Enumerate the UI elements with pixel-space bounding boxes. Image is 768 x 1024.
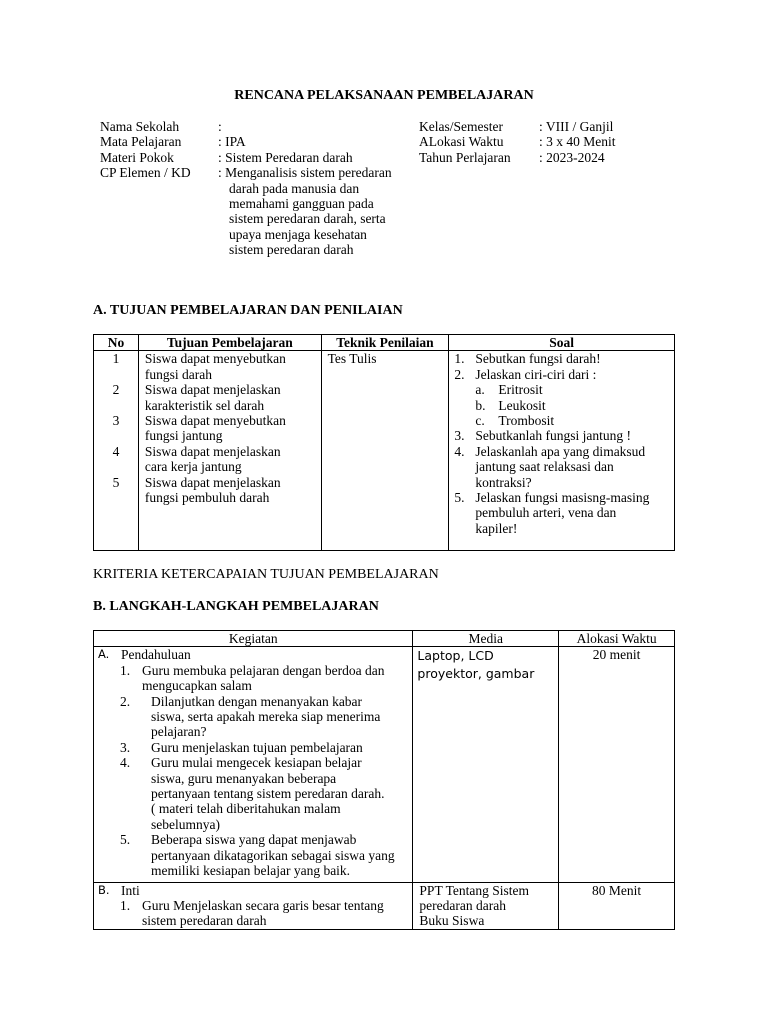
pendahuluan-step-2: 2. Dilanjutkan dengan menanyakan kabar siswa, serta apakah mereka siap menerima pelajaran? (120, 693, 381, 740)
row-number: 3 (112, 413, 120, 428)
question-4: 4. Jelaskanlah apa yang dimaksud jantung saat relaksasi dan kontraksi? (454, 443, 646, 490)
objectives-table (93, 334, 675, 551)
cell-inti-time: 80 Menit (559, 882, 675, 929)
cell-numbers (94, 351, 139, 551)
steps-table (93, 630, 675, 930)
cell-pendahuluan (94, 647, 413, 882)
pendahuluan-step-5: 5. Beberapa siswa yang dapat menjawab pertanyaan dikatagorikan sebagai siswa yang memiliki kesiapan belajar yang baik. (120, 832, 395, 879)
value-cp-cont-4: upaya menjaga kesehatan (229, 226, 367, 242)
media-line: PPT Tentang Sistem (419, 882, 529, 898)
question-2-sub-a: a. Eritrosit (475, 382, 543, 398)
section-b-heading: B. LANGKAH-LANGKAH PEMBELAJARAN (93, 599, 379, 614)
col-header-teknik: Teknik Penilaian (321, 335, 449, 351)
label-kelas-semester: Kelas/Semester (419, 119, 503, 134)
question-2-sub-c: c. Trombosit (475, 413, 555, 429)
cell-inti-media (413, 882, 559, 929)
value-alokasi-waktu: : 3 x 40 Menit (539, 134, 616, 150)
media-line: Buku Siswa (419, 913, 485, 929)
value-cp-cont-1: darah pada manusia dan (229, 180, 360, 196)
col-header-no: No (94, 335, 139, 351)
info-right-labels (419, 119, 511, 165)
criteria-heading: KRITERIA KETERCAPAIAN TUJUAN PEMBELAJARAN (93, 567, 439, 582)
value-kelas-semester: : VIII / Ganjil (539, 119, 614, 134)
info-right-values (539, 119, 616, 165)
value-cp-cont-5: sistem peredaran darah (229, 242, 354, 258)
value-tahun-pelajaran: : 2023-2024 (539, 149, 605, 165)
col-header-kegiatan: Kegiatan (94, 631, 413, 647)
question-1: 1. Sebutkan fungsi darah! (454, 351, 601, 367)
label-mata-pelajaran: Mata Pelajaran (100, 134, 182, 150)
objective-4: Siswa dapat menjelaskan cara kerja jantung (144, 443, 281, 475)
cell-technique: Tes Tulis (321, 351, 449, 551)
row-number: 1 (112, 351, 120, 367)
info-left-values (218, 119, 392, 258)
col-header-soal: Soal (449, 335, 675, 351)
media-line: Laptop, LCD (417, 648, 494, 664)
section-a-heading: A. TUJUAN PEMBELAJARAN DAN PENILAIAN (93, 303, 403, 318)
document-title: RENCANA PELAKSANAAN PEMBELAJARAN (234, 88, 534, 103)
value-materi-pokok: : Sistem Peredaran darah (218, 149, 353, 165)
col-header-alokasi: Alokasi Waktu (559, 631, 675, 647)
row-number: 2 (112, 382, 120, 398)
pendahuluan-title: A. Pendahuluan (98, 647, 191, 663)
question-2: 2. Jelaskan ciri-ciri dari : (454, 366, 597, 382)
cell-pendahuluan-media (413, 647, 559, 882)
question-2-sub-b: b. Leukosit (475, 397, 546, 413)
pendahuluan-step-1: 1. Guru membuka pelajaran dengan berdoa dan mengucapkan salam (120, 662, 385, 694)
cell-pendahuluan-time: 20 menit (559, 647, 675, 882)
row-number: 5 (112, 474, 120, 490)
row-number: 4 (112, 443, 120, 459)
value-nama-sekolah: : (218, 119, 222, 134)
media-line: proyektor, gambar (417, 666, 535, 682)
value-cp-cont-2: memahami gangguan pada (229, 195, 374, 211)
cell-inti (94, 882, 413, 929)
media-line: peredaran darah (419, 897, 506, 913)
objective-3: Siswa dapat menyebutkan fungsi jantung (144, 413, 286, 444)
label-cp-elemen: CP Elemen / KD (100, 165, 191, 181)
label-alokasi-waktu: ALokasi Waktu (419, 134, 504, 150)
cell-objectives (138, 351, 321, 551)
value-cp-elemen: : Menganalisis sistem peredaran (218, 165, 392, 181)
label-tahun-pelajaran: Tahun Perlajaran (419, 149, 511, 165)
question-3: 3. Sebutkanlah fungsi jantung ! (454, 428, 631, 444)
value-cp-cont-3: sistem peredaran darah, serta (229, 211, 386, 227)
label-materi-pokok: Materi Pokok (100, 149, 174, 165)
objective-5: Siswa dapat menjelaskan fungsi pembuluh darah (144, 474, 281, 506)
inti-title: B. Inti (98, 882, 140, 898)
cell-questions (449, 351, 675, 551)
inti-step-1: 1. Guru Menjelaskan secara garis besar tentang sistem peredaran darah (120, 897, 384, 929)
label-nama-sekolah: Nama Sekolah (100, 119, 180, 134)
question-5: 5. Jelaskan fungsi masisng-masing pembuluh arteri, vena dan kapiler! (454, 490, 650, 536)
objective-2: Siswa dapat menjelaskan karakteristik sel darah (144, 382, 281, 413)
col-header-tujuan: Tujuan Pembelajaran (138, 335, 321, 351)
objective-1: Siswa dapat menyebutkan fungsi darah (144, 351, 286, 382)
pendahuluan-step-4: 4. Guru mulai mengecek kesiapan belajar siswa, guru menanyakan beberapa pertanyaan tentang sistem peredaran darah. ( materi telah diberitahukan malam sebelumnya) (120, 755, 385, 832)
info-left-labels (100, 119, 191, 181)
col-header-media: Media (413, 631, 559, 647)
value-mata-pelajaran: : IPA (218, 134, 246, 150)
pendahuluan-step-3: 3. Guru menjelaskan tujuan pembelajaran (120, 739, 363, 755)
